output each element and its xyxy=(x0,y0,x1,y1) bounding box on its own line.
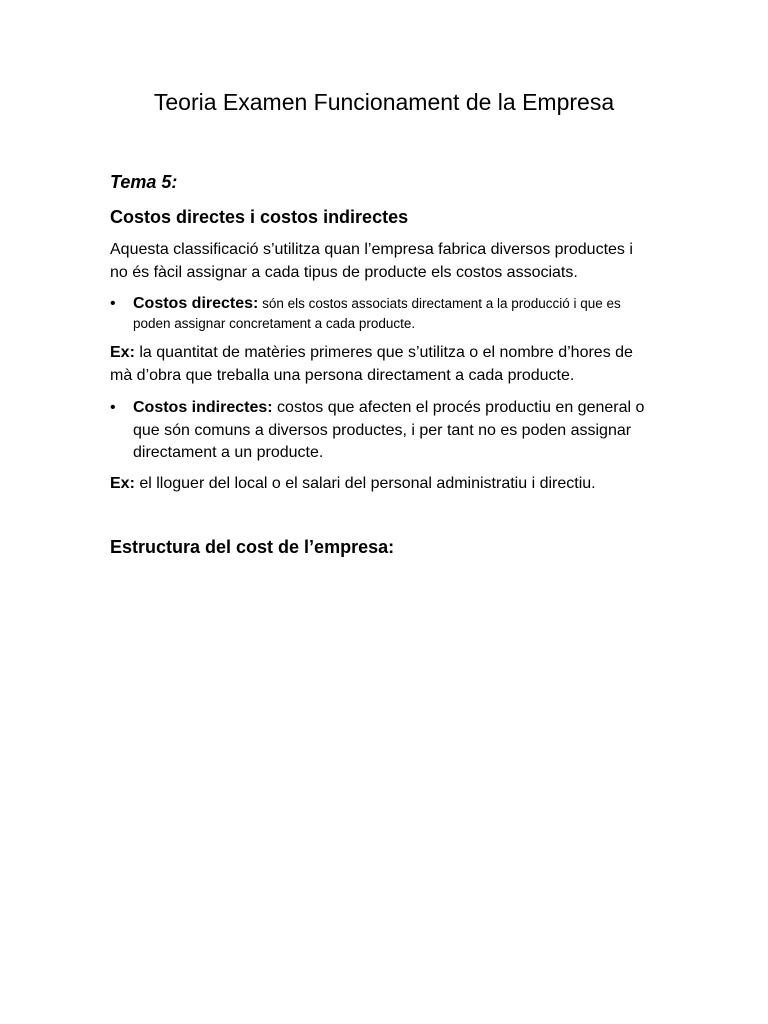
list-item-indirect-costs xyxy=(110,397,655,465)
direct-costs-term: Costos directes: xyxy=(133,295,259,312)
section-heading-cost-structure: Estructura del cost de l’empresa: xyxy=(110,537,395,557)
bullet-list-direct xyxy=(110,294,655,334)
document-body xyxy=(110,168,655,561)
example-indirect-text: el lloguer del local o el salari del personal administratiu i directiu. xyxy=(134,474,596,492)
example-direct xyxy=(110,342,655,387)
document-title: Teoria Examen Funcionament de la Empresa xyxy=(153,89,615,115)
section-heading-costs: Costos directes i costos indirectes xyxy=(110,207,409,227)
bullet-icon: • xyxy=(110,295,116,312)
bullet-list-indirect xyxy=(110,397,655,465)
indirect-costs-definition: costos que afecten el procés productiu en general o que són comuns a diversos productes, i per tant no es poden assignar directament a un producte. xyxy=(133,399,645,461)
indirect-costs-term: Costos indirectes: xyxy=(133,399,273,416)
intro-paragraph: Aquesta classificació s’utilitza quan l’empresa fabrica diversos productes i no és fàcil assignar a cada tipus de producte els costos associats. xyxy=(110,241,633,281)
example-label: Ex: xyxy=(110,474,135,492)
list-item-direct-costs xyxy=(110,294,655,334)
example-indirect xyxy=(110,473,655,496)
direct-costs-definition: són els costos associats directament a la producció i que es poden assignar concretament a cada producte. xyxy=(133,296,621,331)
example-label: Ex: xyxy=(110,344,135,361)
bullet-icon: • xyxy=(110,399,116,416)
example-direct-text: la quantitat de matèries primeres que s’utilitza o el nombre d’hores de mà d’obra que treballa una persona directament a cada producte. xyxy=(110,344,633,384)
topic-label: Tema 5: xyxy=(110,172,178,192)
